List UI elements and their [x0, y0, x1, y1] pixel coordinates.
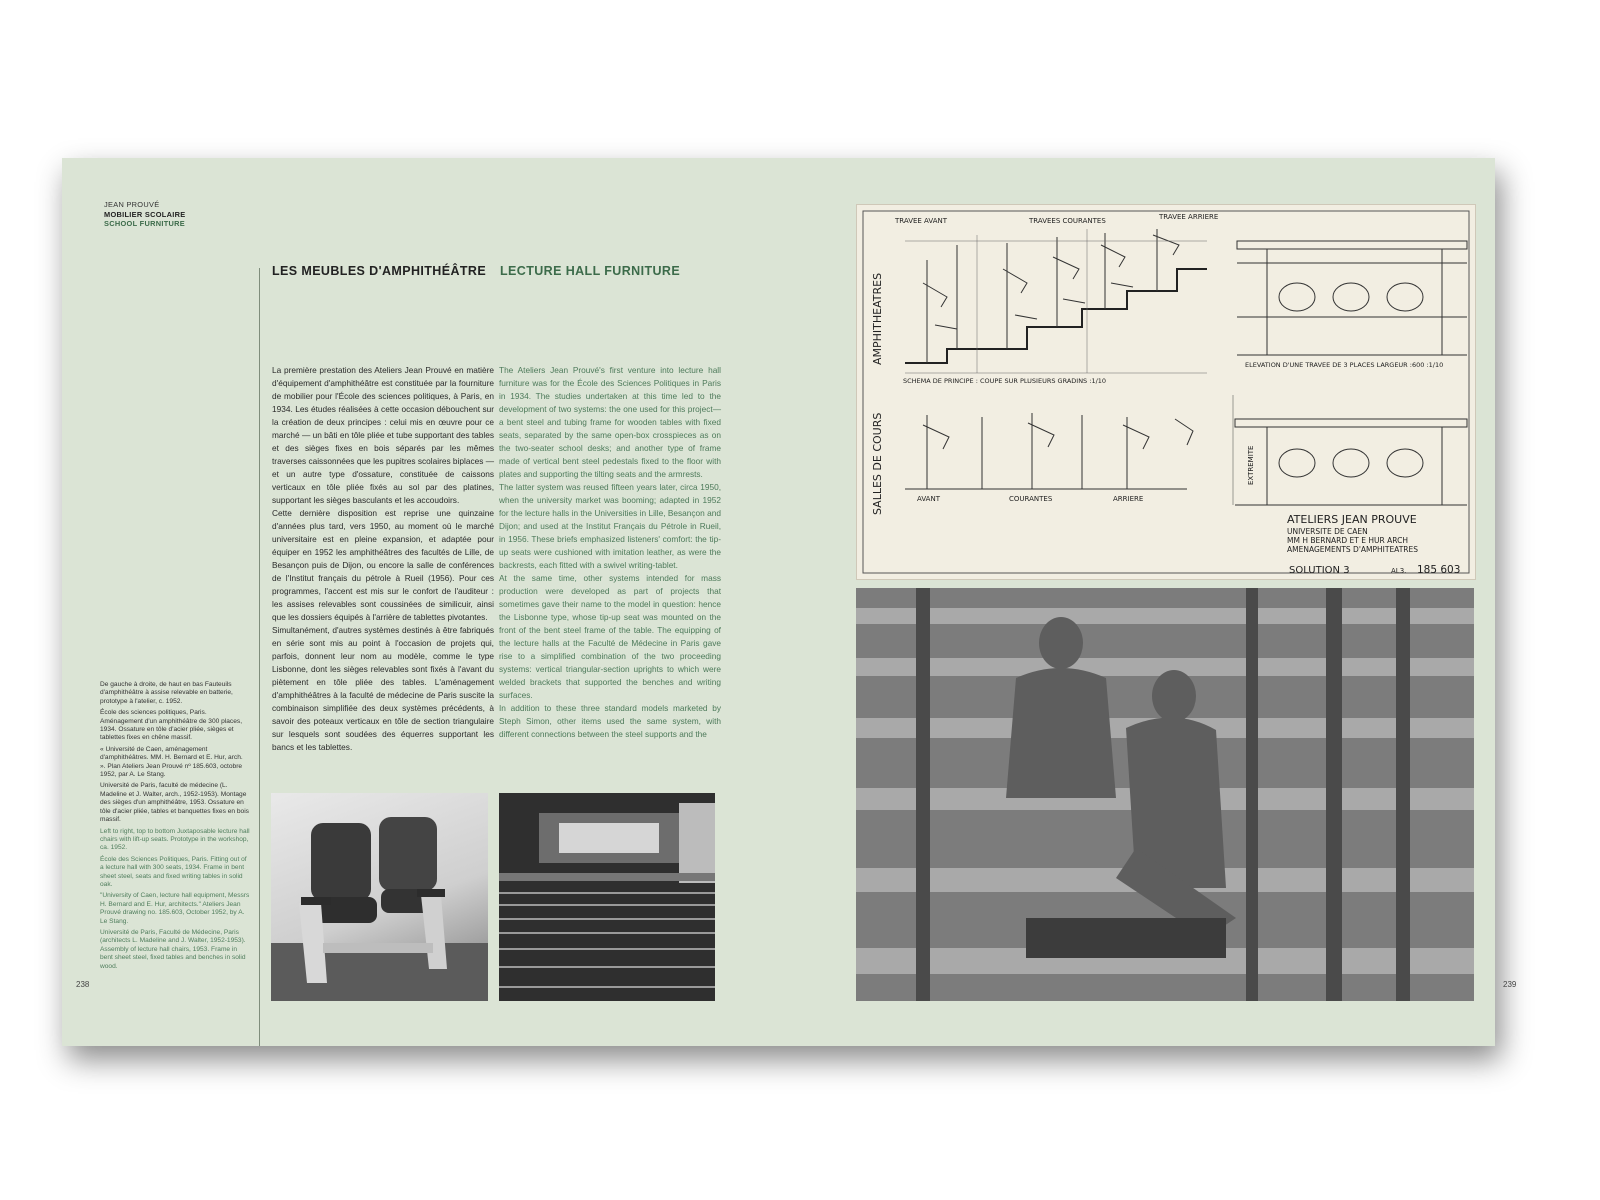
- paragraph-fr: Simultanément, d'autres systèmes destinés à être fabriqués en série sont mis au point à l'occasion de projets qui, parfois, donnent leur nom au modèle, comme le type Lisbonne, dont les sièges relevables sont fixés à l'avant du piètement en tôle pliée des tables. L'aménagement d'amphithéâtres à la faculté de médecine de Paris suscite la combinaison simplifiée des deux systèmes précédents, à savoir des poteaux verticaux en tôle de section triangulaire sur lesquels sont soudées des équerres supportant les bancs et les tablettes.: [272, 625, 494, 752]
- caption-en: Left to right, top to bottom Juxtaposable lecture hall chairs with lift-up seats. Prototype in the workshop, ca. 1952.: [100, 827, 250, 852]
- column-divider: [259, 268, 260, 1046]
- book-spread: [62, 158, 1517, 1046]
- photo-chair-prototype: [271, 793, 488, 1001]
- paragraph-fr: La première prestation des Ateliers Jean Prouvé en matière d'équipement d'amphithéâtre est constituée par la fourniture de mobilier pour l'École des sciences politiques, à Paris, en 1934. Les études réalisées à cette occasion débouchent sur la création de deux principes : celui mis en œuvre pour ce marché — un bâti en tôle pliée et tube supportant des tables et des sièges fixes en bois séparés par les mêmes traverses caissonnées que les pupitres scolaires biplaces — et un autre type d'ossature, constituée de caissons verticaux en tôle pliée fixés au sol par des platines, supportant les sièges basculants et les accoudoirs.: [272, 365, 494, 505]
- caption-fr: École des sciences politiques, Paris. Aménagement d'un amphithéâtre de 300 places, 1934. Ossature en tôle d'acier pliée, sièges et tablettes fixes en chêne massif.: [100, 709, 243, 742]
- drawing-courantes: COURANTES: [1009, 495, 1053, 503]
- paragraph-en: In addition to these three standard models marketed by Steph Simon, other items used the same system, with different connections between the steel supports and the: [499, 703, 721, 739]
- drawing-avant: AVANT: [917, 495, 940, 503]
- drawing-client: UNIVERSITE DE CAEN: [1287, 527, 1368, 536]
- drawing-svg: [857, 205, 1475, 579]
- drawing-arriere: ARRIERE: [1113, 495, 1144, 503]
- hall-photo-svg: [499, 793, 715, 1001]
- caption-fr: De gauche à droite, de haut en bas Fauteuils d'amphithéâtre à assise relevable en batterie, prototype à l'atelier, c. 1952.: [100, 681, 233, 705]
- drawing-travees-courantes: TRAVEES COURANTES: [1029, 217, 1106, 225]
- drawing-number-prefix: AL3.: [1391, 567, 1407, 575]
- drawing-firm: ATELIERS JEAN PROUVE: [1287, 513, 1417, 526]
- body-text-en: [499, 364, 721, 741]
- caption-en: École des Sciences Politiques, Paris. Fitting out of a lecture hall with 300 seats, 1934. Frame in bent sheet steel, seats and fixed writing tables in solid oak.: [100, 855, 247, 888]
- title-en: LECTURE HALL FURNITURE: [500, 264, 681, 278]
- running-head-section-en: SCHOOL FURNITURE: [104, 219, 186, 229]
- photo-workers-assembly: [856, 588, 1474, 1001]
- drawing-project: AMENAGEMENTS D'AMPHITEATRES: [1287, 545, 1419, 554]
- drawing-travee-avant: TRAVEE AVANT: [895, 217, 948, 225]
- paragraph-en: The latter system was reused fifteen years later, circa 1950, when the university market was booming; adapted in 1952 for the lecture halls in the Universities in Lille, Besançon and Dijon; and used at the Institut Français du Pétrole in Rueil, in 1956. These briefs emphasized listeners' comfort: the tip-up seats were cushioned with imitation leather, as were the backrests, each fitted with a swivel writing-tablet.: [499, 482, 721, 570]
- drawing-solution: SOLUTION 3: [1289, 565, 1350, 576]
- running-head-author: JEAN PROUVÉ: [104, 200, 160, 209]
- drawing-schema-caption: SCHEMA DE PRINCIPE : COUPE SUR PLUSIEURS GRADINS :1/10: [903, 377, 1107, 385]
- drawing-extremite: EXTREMITE: [1247, 445, 1255, 485]
- chair-photo-svg: [271, 793, 488, 1001]
- paragraph-fr: Cette dernière disposition est reprise une quinzaine d'années plus tard, vers 1950, au moment où le marché universitaire est en pleine expansion, et adaptée pour équiper en 1952 les amphithéâtres des facultés de Lille, de Besançon puis de Dijon, ou encore la salle de conférences de l'Institut français du pétrole à Rueil (1956). Pour ces programmes, l'accent est mis sur le confort de l'auditeur : les assises relevables sont coussinées de similicuir, ainsi que les dossiers équipés à l'arrière de tablettes pivotantes.: [272, 508, 494, 622]
- paragraph-en: At the same time, other systems intended for mass production were developed as part of projects that sometimes gave their name to the model in question: hence the Lisbonne type, whose tip-up seat was mounted on the front of the bent steel frame of the table. The equipping of the lecture halls at the Faculté de Médecine in Paris gave rise to a simplified combination of the two proceeding systems: vertical triangular-section uprights to which were welded brackets that supported the benches and writing surfaces.: [499, 573, 721, 700]
- drawing-number: 185 603: [1417, 564, 1461, 576]
- title-fr: LES MEUBLES D'AMPHITHÉÂTRE: [272, 264, 487, 278]
- drawing-label-salles: SALLES DE COURS: [871, 412, 884, 515]
- workers-photo-svg: [856, 588, 1474, 1001]
- captions: [100, 681, 250, 974]
- drawing-travee-arriere: TRAVEE ARRIERE: [1159, 213, 1219, 221]
- caption-en: Université de Paris, Faculté de Médecine, Paris (architects L. Madeline and J. Walter, 1952-1953). Assembly of lecture hall chairs, 1953. Frame in bent sheet steel, fixed tables and benches in solid wood.: [100, 928, 246, 970]
- technical-drawing: [856, 204, 1476, 580]
- running-head: [104, 200, 185, 229]
- caption-fr: « Université de Caen, aménagement d'amphithéâtres. MM. H. Bernard et E. Hur, arch. ». Plan Ateliers Jean Prouvé nº 185.603, octobre 1952, par A. Le Stang.: [100, 745, 243, 779]
- caption-fr: Université de Paris, faculté de médecine (L. Madeline et J. Walter, arch., 1952-1953). Montage des sièges d'un amphithéâtre, 1953. Ossature en tôle d'acier pliée, tables et banquettes fixes en bois massif.: [100, 782, 249, 824]
- running-head-section-fr: MOBILIER SCOLAIRE: [104, 209, 186, 219]
- paragraph-en: The Ateliers Jean Prouvé's first venture into lecture hall furniture was for the École des Sciences Politiques in Paris in 1934. The studies undertaken at this time led to the development of two systems: the one used for this project—a bent steel and tubing frame for wooden tables with fixed seats, separated by the same open-box crosspieces as on the two-seater school desks; and another type of frame made of vertical bent steel pedestals fixed to the floor with plates and supporting the tilting seats and the armrests.: [499, 365, 721, 479]
- drawing-elevation-caption: ELEVATION D'UNE TRAVEE DE 3 PLACES LARGEUR :600 :1/10: [1245, 361, 1444, 369]
- drawing-label-amphitheatres: AMPHITHEATRES: [871, 272, 884, 365]
- page-number-right: 239: [1503, 980, 1517, 989]
- page-number-left: 238: [76, 980, 90, 989]
- caption-en: "University of Caen, lecture hall equipment, Messrs H. Bernard and E. Hur, architects." Ateliers Jean Prouvé drawing no. 185.603, October 1952, by A. Le Stang.: [100, 892, 250, 925]
- drawing-architects: MM H BERNARD ET E HUR ARCH: [1287, 536, 1408, 545]
- body-text-fr: [272, 364, 494, 754]
- photo-lecture-hall: [499, 793, 715, 1001]
